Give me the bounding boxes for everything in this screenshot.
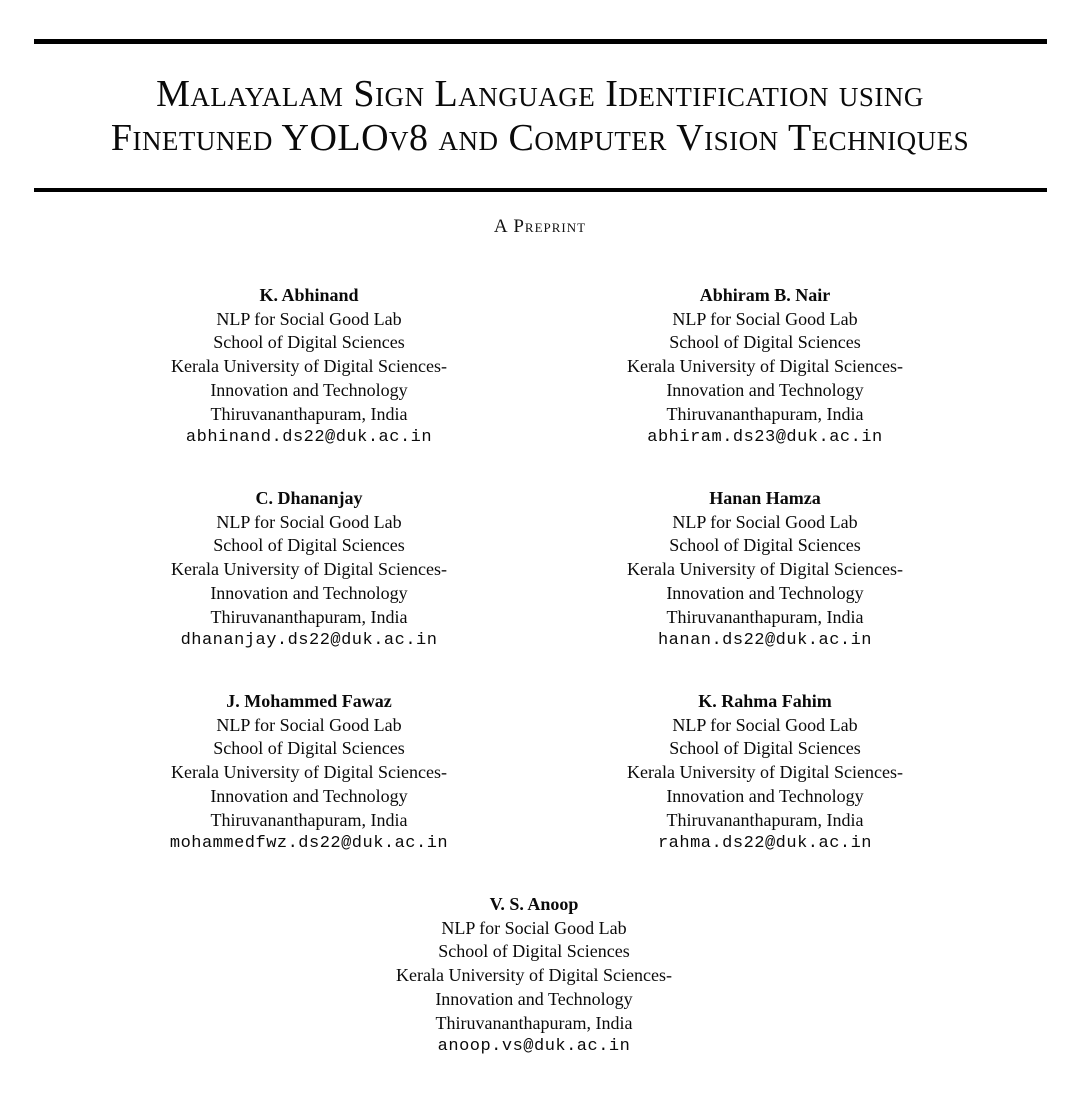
paper-title-line-2: Finetuned YOLOv8 and Computer Vision Techniques (110, 117, 970, 159)
author-affiliation-line: Kerala University of Digital Sciences- (396, 965, 672, 986)
author-name: C. Dhananjay (255, 488, 363, 508)
author-email: anoop.vs@duk.ac.in (437, 1037, 631, 1057)
author-affiliation-line: NLP for Social Good Lab (672, 714, 858, 735)
author-affiliation-line: Kerala University of Digital Sciences- (171, 559, 447, 580)
author-affiliation-line: NLP for Social Good Lab (216, 714, 402, 735)
author-affiliation-line: NLP for Social Good Lab (672, 308, 858, 329)
author-block-c-dhananjay (79, 487, 539, 653)
author-email: abhiram.ds23@duk.ac.in (647, 428, 883, 448)
author-block-hanan-hamza (535, 487, 995, 653)
top-rule (34, 39, 1047, 44)
author-affiliation-line: School of Digital Sciences (213, 535, 405, 556)
author-affiliation-line: Kerala University of Digital Sciences- (627, 559, 903, 580)
author-affiliation-line: Innovation and Technology (435, 988, 633, 1009)
author-affiliation-line: Innovation and Technology (666, 379, 864, 400)
author-block-j-mohammed-fawaz (79, 690, 539, 856)
author-affiliation-line: Innovation and Technology (666, 582, 864, 603)
author-affiliation-line: NLP for Social Good Lab (672, 511, 858, 532)
author-name: K. Rahma Fahim (698, 691, 832, 711)
paper-title (0, 72, 1080, 160)
author-affiliation-line: School of Digital Sciences (213, 738, 405, 759)
author-email: dhananjay.ds22@duk.ac.in (180, 631, 438, 651)
author-affiliation-line: Kerala University of Digital Sciences- (171, 356, 447, 377)
author-block-abhiram-b-nair (535, 284, 995, 450)
author-affiliation-line: NLP for Social Good Lab (216, 511, 402, 532)
author-affiliation-line: Thiruvananthapuram, India (666, 403, 864, 424)
author-affiliation-line: School of Digital Sciences (438, 941, 630, 962)
author-affiliation-line: School of Digital Sciences (213, 332, 405, 353)
author-affiliation-line: Innovation and Technology (210, 379, 408, 400)
author-name: V. S. Anoop (489, 894, 579, 914)
author-email: hanan.ds22@duk.ac.in (657, 631, 873, 651)
author-block-k-rahma-fahim (535, 690, 995, 856)
author-block-k-abhinand (79, 284, 539, 450)
preprint-label: A Preprint (493, 216, 587, 237)
author-affiliation-line: Thiruvananthapuram, India (210, 403, 408, 424)
author-block-v-s-anoop (304, 893, 764, 1059)
author-affiliation-line: Kerala University of Digital Sciences- (171, 762, 447, 783)
paper-title-line-1: Malayalam Sign Language Identification using (156, 73, 924, 115)
author-name: Abhiram B. Nair (699, 285, 831, 305)
author-name: K. Abhinand (259, 285, 359, 305)
author-email: abhinand.ds22@duk.ac.in (185, 428, 433, 448)
author-email: rahma.ds22@duk.ac.in (657, 834, 873, 854)
author-name: Hanan Hamza (709, 488, 821, 508)
author-affiliation-line: School of Digital Sciences (669, 535, 861, 556)
author-email: mohammedfwz.ds22@duk.ac.in (169, 834, 449, 854)
author-affiliation-line: School of Digital Sciences (669, 332, 861, 353)
author-name: J. Mohammed Fawaz (226, 691, 392, 711)
author-affiliation-line: NLP for Social Good Lab (441, 917, 627, 938)
author-affiliation-line: School of Digital Sciences (669, 738, 861, 759)
author-affiliation-line: Thiruvananthapuram, India (666, 606, 864, 627)
author-affiliation-line: Kerala University of Digital Sciences- (627, 356, 903, 377)
author-affiliation-line: Innovation and Technology (210, 582, 408, 603)
author-affiliation-line: Thiruvananthapuram, India (435, 1012, 633, 1033)
author-affiliation-line: Kerala University of Digital Sciences- (627, 762, 903, 783)
author-affiliation-line: Innovation and Technology (666, 785, 864, 806)
author-affiliation-line: Thiruvananthapuram, India (210, 809, 408, 830)
author-affiliation-line: Innovation and Technology (210, 785, 408, 806)
bottom-rule (34, 188, 1047, 192)
author-affiliation-line: Thiruvananthapuram, India (666, 809, 864, 830)
author-affiliation-line: Thiruvananthapuram, India (210, 606, 408, 627)
author-affiliation-line: NLP for Social Good Lab (216, 308, 402, 329)
